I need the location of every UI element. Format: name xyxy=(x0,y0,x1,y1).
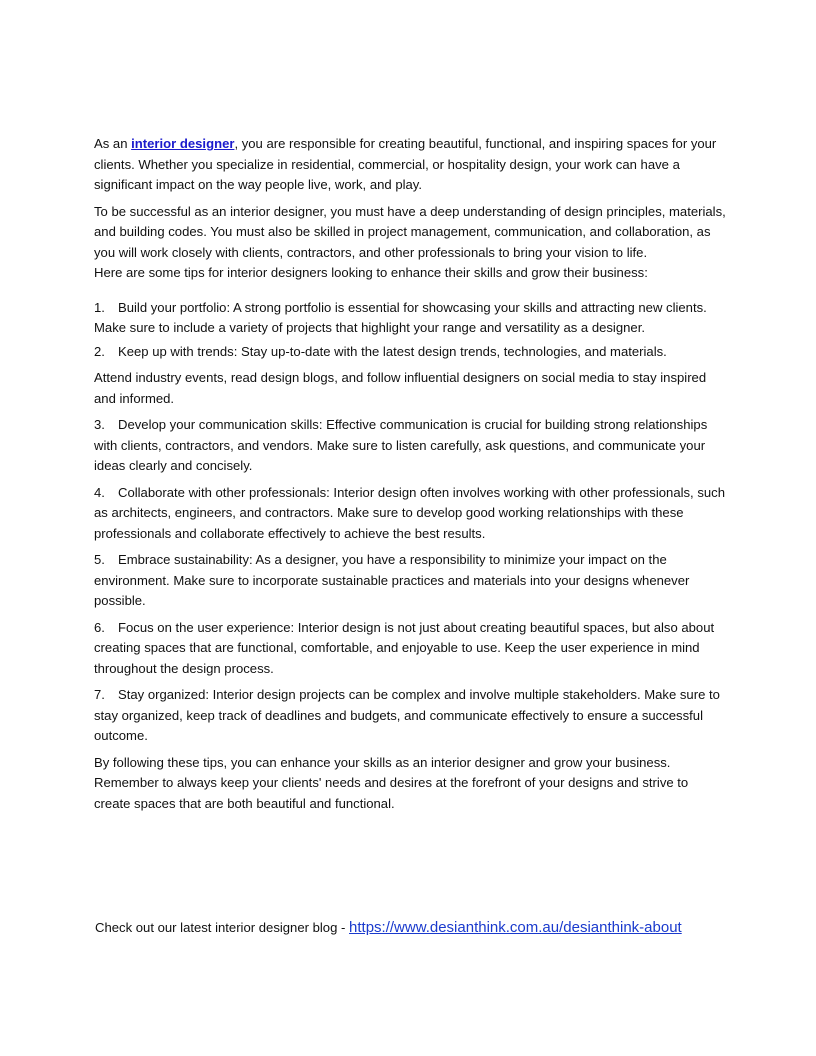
list-text: Focus on the user experience: Interior design is not just about creating beautiful spaces, but also about creating spaces that are functional, comfortable, and enjoyable to use. Keep the user experience in mind throughout the design process. xyxy=(94,619,715,676)
list-text: Keep up with trends: Stay up-to-date with the latest design trends, technologies, and materials. xyxy=(118,343,667,359)
intro-body: , you are responsible for creating beautiful, functional, and inspiring spaces for your clients. Whether you specialize in residential, commercial, or hospitality design, your work can have a significant impact on the way people live, work, and play. xyxy=(94,136,717,192)
list-item xyxy=(94,483,726,545)
list-number: 5. xyxy=(94,552,105,567)
list-number: 3. xyxy=(94,417,105,432)
list-number: 6. xyxy=(94,619,105,635)
list-text: Develop your communication skills: Effective communication is crucial for building strong relationships with clients, contractors, and vendors. Make sure to listen carefully, ask questions, and communicate your ideas clearly and concisely. xyxy=(94,417,708,473)
list-item xyxy=(94,368,726,409)
footer-label: Check out our latest interior designer blog - xyxy=(95,920,350,935)
list-item xyxy=(94,685,726,747)
list-item xyxy=(94,415,726,477)
footer-blog-line xyxy=(95,917,775,939)
list-item xyxy=(94,618,726,680)
list-text: Embrace sustainability: As a designer, you have a responsibility to minimize your impact on the environment. Make sure to incorporate sustainable practices and materials into your designs whenever possible. xyxy=(94,552,690,608)
list-text: Stay organized: Interior design projects can be complex and involve multiple stakeholders. Make sure to stay organized, keep track of deadlines and budgets, and communicate effectively to ensure a successful outcome. xyxy=(94,687,720,743)
paragraph-tips-intro: Here are some tips for interior designers looking to enhance their skills and grow their business: xyxy=(94,265,648,280)
list-text: Collaborate with other professionals: Interior design often involves working with other professionals, such as architects, engineers, and contractors. Make sure to develop good working relationships with these professionals and collaborate effectively to achieve the best results. xyxy=(94,484,725,541)
list-item xyxy=(94,298,726,339)
list-item xyxy=(94,342,726,363)
list-number: 2. xyxy=(94,343,105,359)
closing-paragraph: By following these tips, you can enhance your skills as an interior designer and grow your business. Remember to always keep your clients' needs and desires at the forefront of your designs and strive to create spaces that are both beautiful and functional. xyxy=(94,754,689,811)
document-body xyxy=(94,134,726,814)
intro-paragraph xyxy=(94,134,726,196)
list-text: Build your portfolio: A strong portfolio is essential for showcasing your skills and attracting new clients. Make sure to include a variety of projects that highlight your range and versatility as a designer. xyxy=(94,299,707,335)
paragraph-requirements: To be successful as an interior designer, you must have a deep understanding of design principles, materials, and building codes. You must also be skilled in project management, communication, and collaboration, as you will work closely with clients, contractors, and other professionals to bring your vision to life. xyxy=(94,203,726,260)
list-item xyxy=(94,550,726,612)
list-number: 1. xyxy=(94,299,105,315)
footer-blog-link[interactable]: https://www.desianthink.com.au/desianthink-about xyxy=(349,919,682,936)
interior-designer-link[interactable]: interior designer xyxy=(131,136,235,151)
tips-list xyxy=(94,298,726,747)
list-number: 4. xyxy=(94,484,105,500)
list-number: 7. xyxy=(94,687,105,702)
intro-lead: As an xyxy=(94,136,132,151)
list-text: Attend industry events, read design blogs, and follow influential designers on social media to stay inspired and informed. xyxy=(94,370,707,406)
